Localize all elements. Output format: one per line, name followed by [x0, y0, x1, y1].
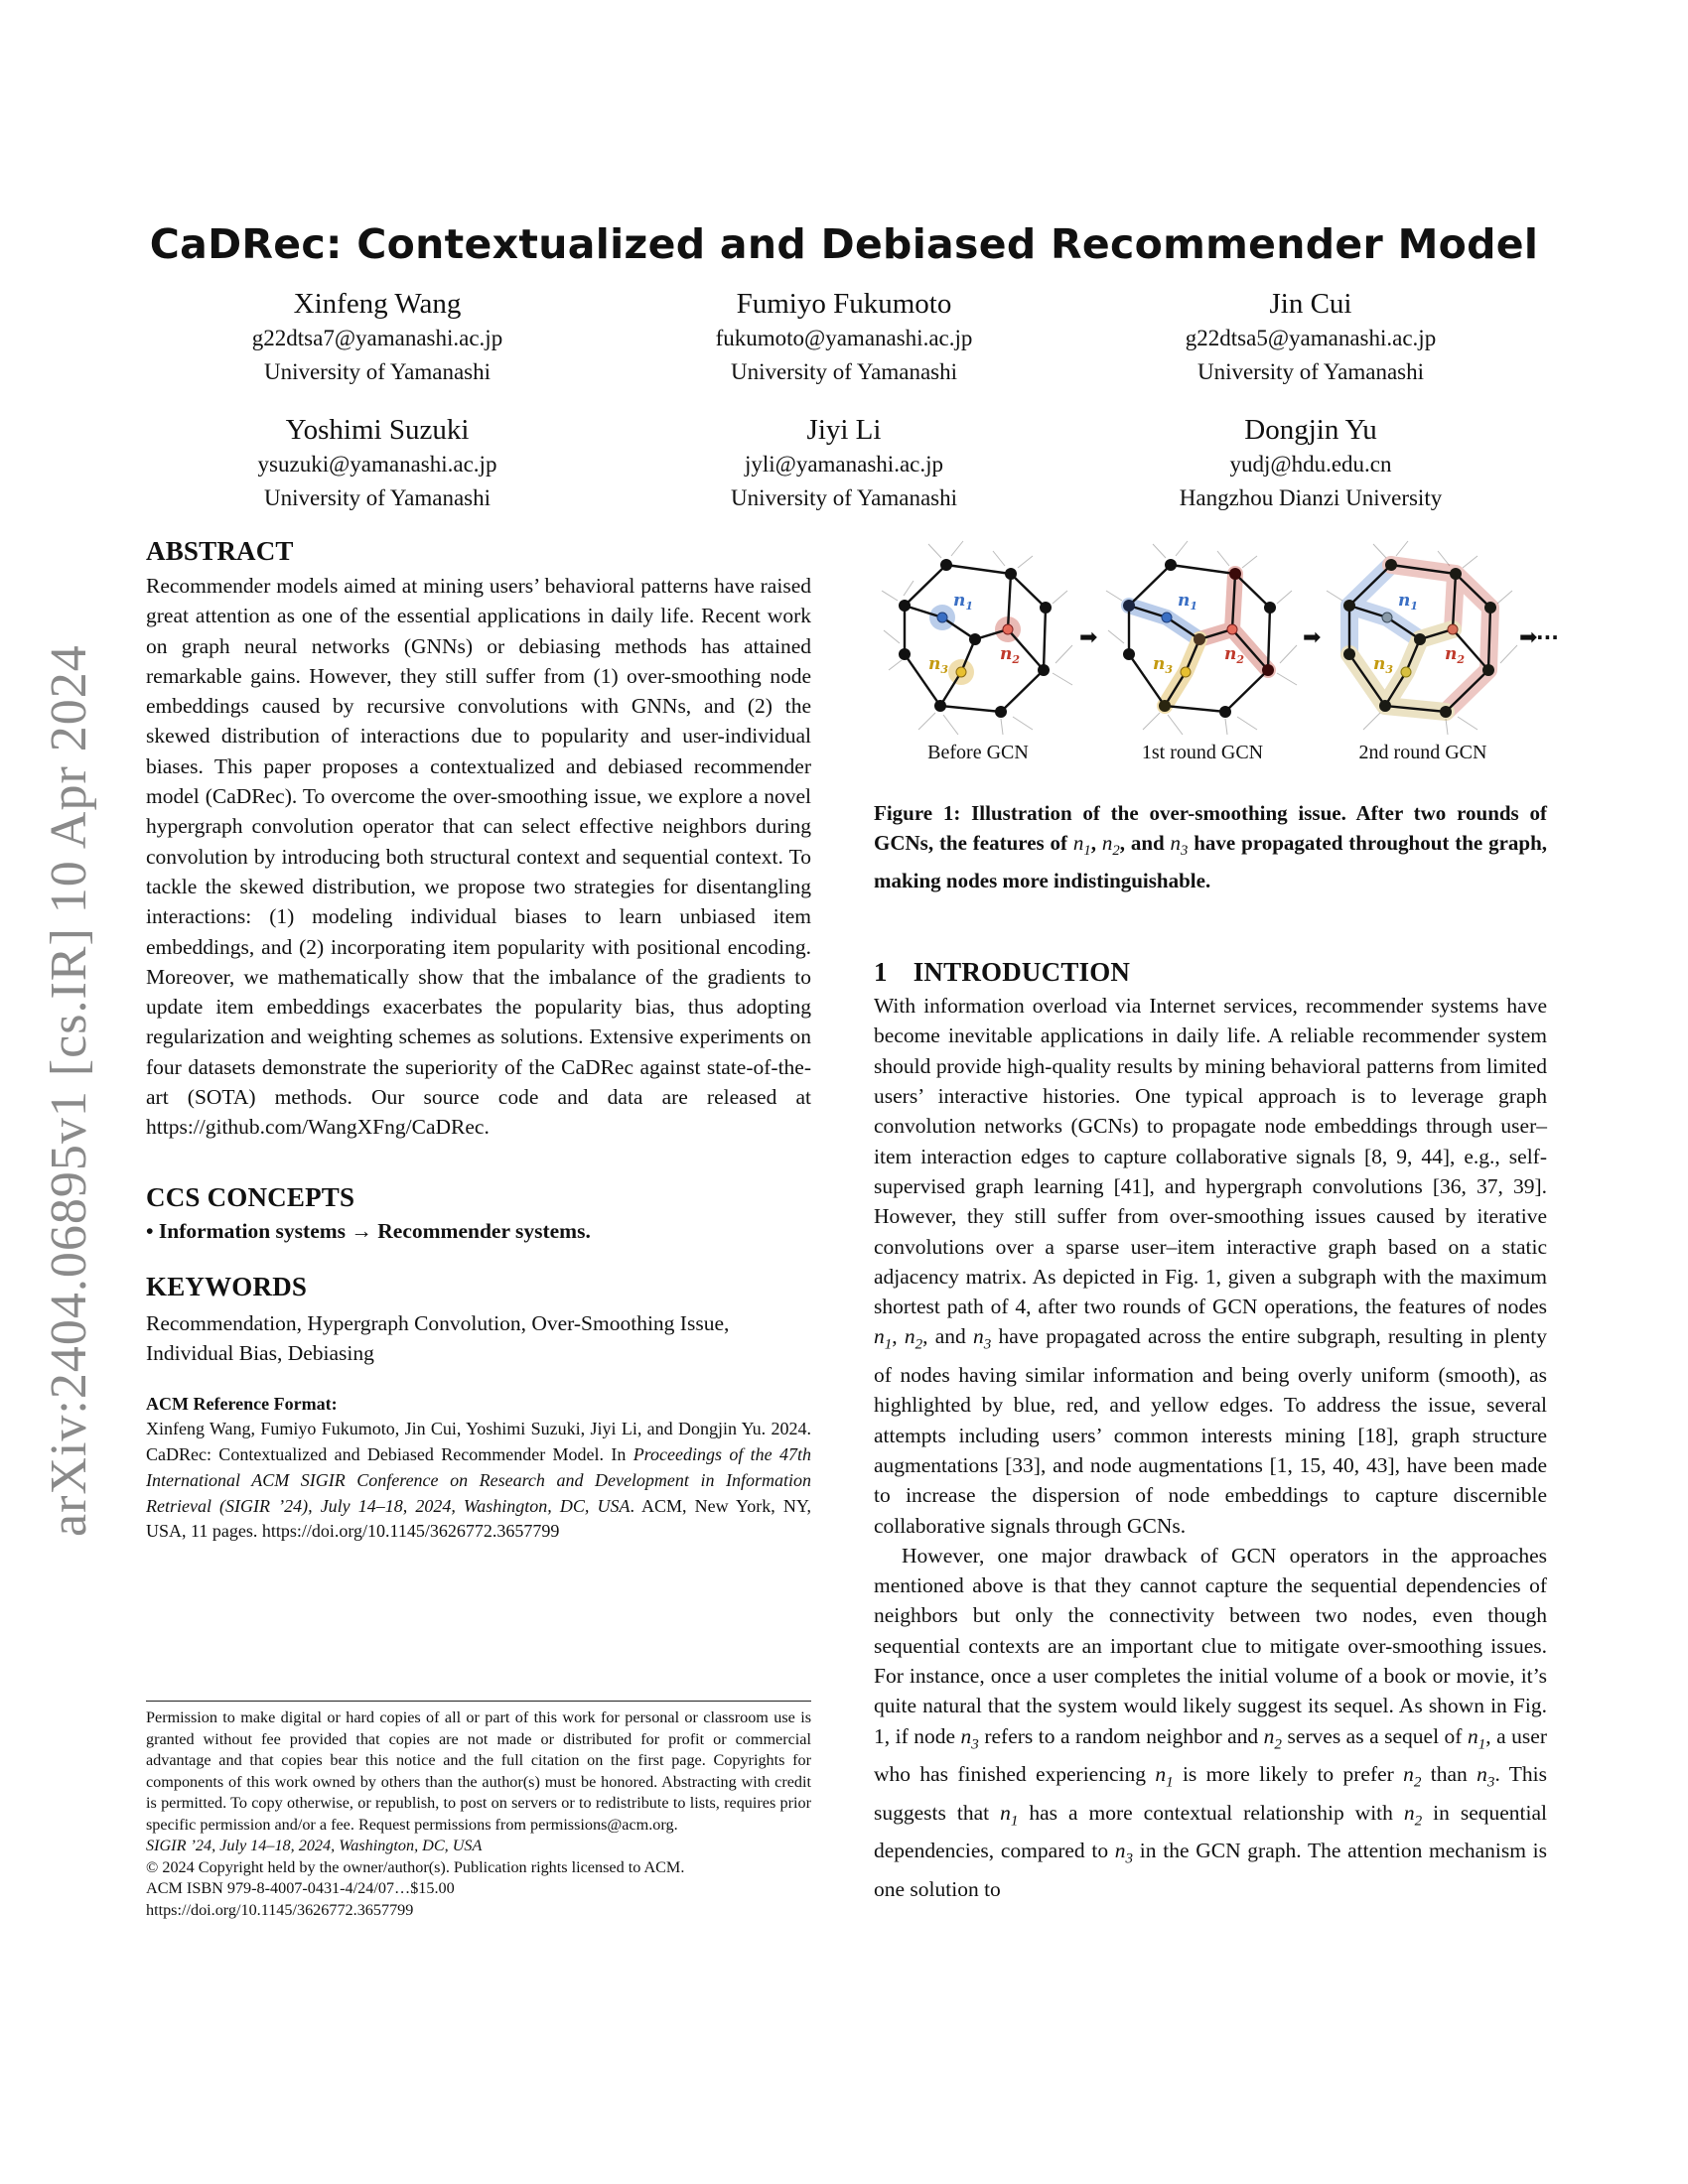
acm-reference-text [146, 1417, 811, 1545]
author-affiliation: University of Yamanashi [1196, 359, 1425, 384]
svg-text:n1: $n_1$ [1178, 591, 1198, 613]
introduction-heading [874, 957, 1547, 988]
math-var: $n_2$ [1101, 831, 1120, 860]
math-var: $n_2$ [1403, 1762, 1422, 1791]
caption-text: Figure 1: Illustration of the over-smoothing issue. After two rounds of GCNs, the features of [874, 801, 1547, 855]
author-affiliation: University of Yamanashi [263, 359, 492, 384]
author-affiliation: Hangzhou Dianzi University [1179, 485, 1443, 510]
graph-nodes [899, 559, 1052, 718]
section-title: INTRODUCTION [913, 957, 1131, 988]
math-var: $n_3$ [960, 1723, 979, 1752]
right-column [874, 536, 1559, 1904]
right-arrow-icon: ➡ [1303, 625, 1322, 650]
keywords-text: Recommendation, Hypergraph Convolution, Over-Smoothing Issue, Individual Bias, Debiasing [146, 1310, 730, 1365]
author-block [149, 286, 606, 389]
svg-text:n2: $n_2$ [1000, 644, 1021, 666]
author-name: Jin Cui [1269, 288, 1352, 320]
doi-link[interactable]: https://doi.org/10.1145/3626772.3657799 [146, 1900, 414, 1919]
math-var: $n_3$ [1114, 1839, 1134, 1867]
svg-text:n3: $n_3$ [1153, 654, 1174, 676]
math-var: $n_2$ [1403, 1800, 1423, 1830]
graph-panel-1st-round-gcn [1098, 536, 1307, 745]
author-email[interactable]: jyli@yamanashi.ac.jp [744, 452, 943, 477]
math-var: $n_1$ [1000, 1800, 1019, 1830]
svg-text:n3: $n_3$ [928, 654, 949, 676]
figure-1 [874, 536, 1559, 774]
math-var: $n_1$ [1467, 1723, 1486, 1752]
authors-row-1 [149, 286, 1539, 389]
figure-1-caption: Figure 1: Illustration of the over-smoothing issue. After two rounds of GCNs, the features of $n_1$, $n_2$, and $n_3$ have propagated throughout the graph, making nodes more indistinguishable. [874, 801, 1548, 893]
math-var: $n_2$ [904, 1324, 923, 1353]
author-affiliation: University of Yamanashi [263, 485, 492, 510]
math-var: $n_3$ [972, 1324, 992, 1353]
acm-reference-authors: Xinfeng Wang, Fumiyo Fukumoto, Jin Cui, Yoshimi Suzuki, Jiyi Li, and Dongjin Yu. 2024. CaDRec: Contextualized and Debiased Recommender Model. In [146, 1419, 811, 1465]
math-var: $n_1$ [874, 1324, 893, 1353]
panel-label-before-gcn: Before GCN [927, 742, 1029, 763]
author-block [1082, 412, 1539, 515]
author-email[interactable]: g22dtsa7@yamanashi.ac.jp [251, 326, 503, 350]
author-affiliation: University of Yamanashi [730, 359, 958, 384]
panel-label-1st-round-gcn: 1st round GCN [1141, 742, 1264, 763]
right-arrow-icon: ➡ [1519, 625, 1538, 650]
svg-text:n2: $n_2$ [1445, 644, 1466, 666]
author-block [1082, 286, 1539, 389]
author-name: Fumiyo Fukumoto [736, 288, 952, 320]
acm-reference-tail: . ACM, New York, NY, USA, 11 pages. https://doi.org/10.1145/3626772.3657799 [146, 1495, 811, 1542]
left-column [146, 536, 811, 1919]
acm-reference-heading: ACM Reference Format: [146, 1394, 338, 1415]
conference-line: SIGIR ’24, July 14–18, 2024, Washington, DC, USA [146, 1837, 483, 1854]
author-email[interactable]: yudj@hdu.edu.cn [1229, 452, 1392, 477]
ccs-concept-item: • Information systems → Recommender systems. [146, 1218, 591, 1243]
right-arrow-icon: ➡ [1079, 625, 1098, 650]
permission-notice: Permission to make digital or hard copies of all or part of this work for personal or classroom use is granted without fee provided that copies are not made or distributed for profit or commercial advantage and that copies bear this notice and the full citation on the first page. Copyrights for components of this work owned by others than the author(s) must be honored. Abstracting with credit is permitted. To copy otherwise, or republish, to post on servers or to redistribute to lists, requires prior specific permission and/or a fee. Request permissions from permissions@acm.org. [146, 1708, 811, 1834]
author-email[interactable]: fukumoto@yamanashi.ac.jp [715, 326, 973, 350]
intro-paragraph-1: With information overload via Internet services, recommender systems have become inevitable applications in daily life. A reliable recommender system should provide high-quality results by mining behavioral patterns from limited users’ interactive histories. One typical approach is to leverage graph convolution networks (GCNs) to propagate node embeddings through user–item interaction edges to capture collaborative signals [8, 9, 44], e.g., self-supervised graph learning [41], and hypergraph convolutions [36, 37, 39]. However, they still suffer from over-smoothing issues caused by iterative convolutions over a sparse user–item interactive graph based on a static adjacency matrix. As depicted in Fig. 1, given a subgraph with the maximum shortest path of 4, after two rounds of GCN operations, the features of nodes $n_1$, $n_2$, and $n_3$ have propagated across the entire subgraph, resulting in plenty of nodes having similar information and being overly uniform (smooth), as highlighted by blue, red, and yellow edges. To address the issue, several attempts including users’ common interests mining [18], graph structure augmentations [33], and node augmentations [1, 15, 40, 43], have been made to increase the dispersion of node embeddings to capture discernible collaborative signals through GCNs. [874, 994, 1547, 1538]
footnote-divider [146, 1701, 811, 1702]
ccs-heading: CCS CONCEPTS [146, 1181, 355, 1212]
copyright-footnote [146, 1701, 811, 1921]
math-var: $n_1$ [1155, 1762, 1174, 1791]
acm-reference-venue: Proceedings of the 47th International ACM SIGIR Conference on Research and Development in Information Retrieval (SIGIR ’24), July 14–18, 2024, Washington, DC, USA [146, 1444, 811, 1516]
graph-panel-before-gcn [874, 536, 1082, 745]
panel-label-2nd-round-gcn: 2nd round GCN [1358, 742, 1487, 763]
arxiv-identifier-stamp: arXiv:2404.06895v1 [cs.IR] 10 Apr 2024 [41, 644, 97, 1537]
svg-text:n2: $n_2$ [1224, 644, 1245, 666]
ellipsis-icon: ··· [1536, 625, 1559, 649]
abstract-heading: ABSTRACT [146, 536, 294, 566]
svg-text:n1: $n_1$ [953, 591, 974, 613]
author-block [616, 412, 1072, 515]
author-name: Dongjin Yu [1244, 414, 1377, 446]
graph-panel-2nd-round-gcn [1319, 536, 1527, 745]
author-block [616, 286, 1072, 389]
author-name: Yoshimi Suzuki [285, 414, 470, 446]
acm-reference-block [146, 1394, 811, 1545]
svg-text:n1: $n_1$ [1398, 591, 1419, 613]
author-block [149, 412, 606, 515]
section-number: 1 [874, 957, 888, 988]
copyright-line: © 2024 Copyright held by the owner/author(s). Publication rights licensed to ACM. [146, 1857, 685, 1876]
author-name: Xinfeng Wang [293, 288, 462, 320]
author-affiliation: University of Yamanashi [730, 485, 958, 510]
math-var: $n_3$ [1477, 1762, 1495, 1791]
keywords-heading: KEYWORDS [146, 1271, 308, 1301]
intro-paragraph-2: However, one major drawback of GCN operators in the approaches mentioned above is that they cannot capture the sequential dependencies of neighbors but only the connectivity between two nodes, even though sequential contexts are an important clue to mitigate over-smoothing issues. For instance, once a user completes the initial volume of a book or movie, it’s quite natural that the system would likely suggest its sequel. As shown in Fig. 1, if node $n_3$ refers to a random neighbor and $n_2$ serves as a sequel of $n_1$, a user who has finished experiencing $n_1$ is more likely to prefer $n_2$ than $n_3$. This suggests that $n_1$ has a more contextual relationship with $n_2$ in sequential dependencies, compared to $n_3$ in the GCN graph. The attention mechanism is one solution to [874, 1543, 1548, 1901]
paper-title: CaDRec: Contextualized and Debiased Recommender Model [149, 220, 1539, 268]
svg-text:n3: $n_3$ [1373, 654, 1394, 676]
author-name: Jiyi Li [806, 414, 882, 446]
isbn-line: ACM ISBN 979-8-4007-0431-4/24/07…$15.00 [146, 1879, 455, 1897]
authors-row-2 [149, 412, 1539, 515]
math-var: $n_1$ [1072, 831, 1091, 860]
author-email[interactable]: ysuzuki@yamanashi.ac.jp [257, 452, 497, 477]
author-email[interactable]: g22dtsa5@yamanashi.ac.jp [1185, 326, 1437, 350]
math-var: $n_3$ [1170, 831, 1189, 860]
abstract-text: Recommender models aimed at mining users’ behavioral patterns have raised great attention as one of the essential applications in daily life. Recent work on graph neural networks (GNNs) or debiasing methods has attained remarkable gains. However, they still suffer from (1) over-smoothing node embeddings caused by recursive convolutions with GNNs, and (2) the skewed distribution of interactions due to popularity and user-individual biases. This paper proposes a contextualized and debiased recommender model (CaDRec). To overcome the over-smoothing issue, we explore a novel hypergraph convolution operator that can select effective neighbors during convolution by introducing both structural context and sequential context. To tackle the skewed distribution, we propose two strategies for disentangling interactions: (1) modeling individual biases to learn unbiased item embeddings, and (2) incorporating item popularity with positional encoding. Moreover, we mathematically show that the imbalance of the gradients to update item embeddings exacerbates the popularity bias, thus adopting regularization and weighting schemes as solutions. Extensive experiments on four datasets demonstrate the superiority of the CaDRec against state-of-the-art (SOTA) methods. Our source code and data are released at https://github.com/WangXFng/CaDRec. [146, 574, 811, 1140]
math-var: $n_2$ [1263, 1723, 1282, 1752]
